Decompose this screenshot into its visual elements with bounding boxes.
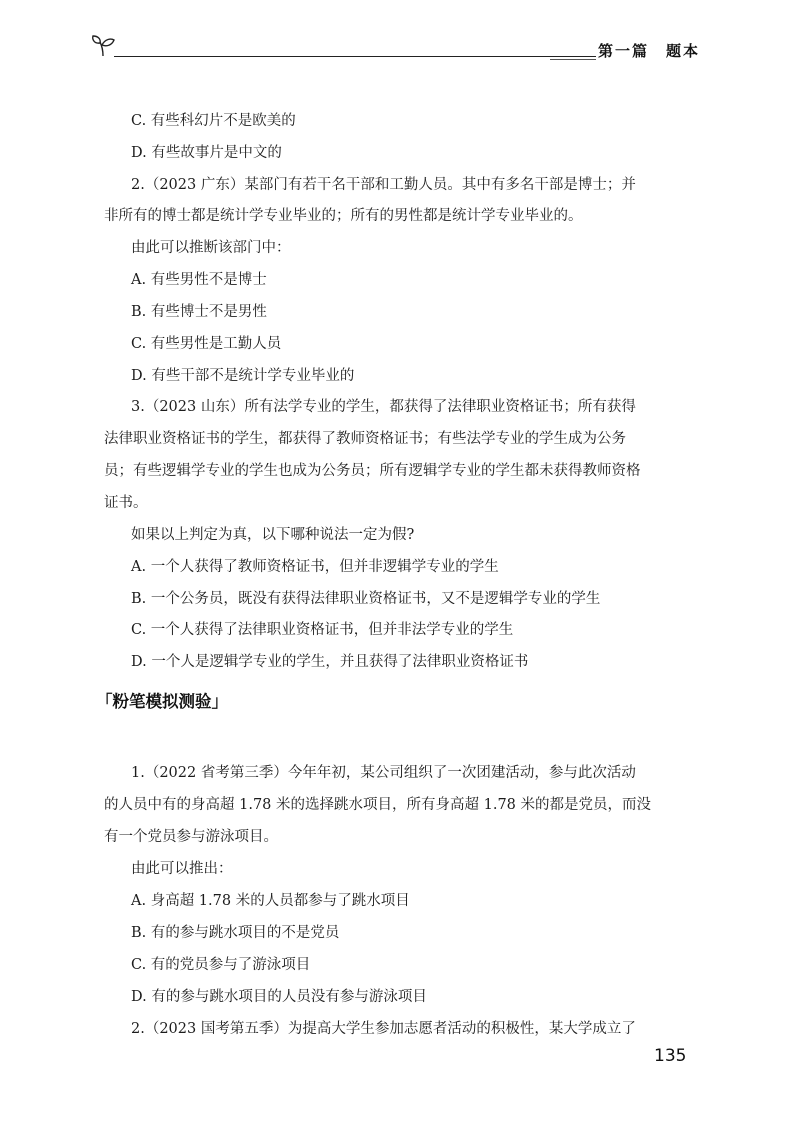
text-line: 3.（2023 山东）所有法学专业的学生，都获得了法律职业资格证书；所有获得 [131, 399, 636, 415]
text-line: 1.（2022 省考第三季）今年年初，某公司组织了一次团建活动，参与此次活动 [131, 765, 636, 781]
text-line: A. 有些男性不是博士 [131, 272, 267, 288]
text-line: A. 身高超 1.78 米的人员都参与了跳水项目 [131, 893, 410, 909]
text-line: 如果以上判定为真，以下哪种说法一定为假? [131, 527, 415, 543]
text-line: 员；有些逻辑学专业的学生也成为公务员；所有逻辑学专业的学生都未获得教师资格 [104, 463, 641, 479]
text-line: C. 有些科幻片不是欧美的 [131, 113, 296, 129]
text-line: 由此可以推出： [131, 861, 233, 877]
text-line: 法律职业资格证书的学生，都获得了教师资格证书；有些法学专业的学生成为公务 [104, 431, 626, 447]
text-line: B. 一个公务员，既没有获得法律职业资格证书，又不是逻辑学专业的学生 [131, 591, 601, 607]
text-line: 由此可以推断该部门中： [131, 240, 291, 256]
text-line: A. 一个人获得了教师资格证书，但并非逻辑学专业的学生 [131, 559, 499, 575]
text-line: C. 有些男性是工勤人员 [131, 336, 282, 352]
text-line: D. 有些故事片是中文的 [131, 145, 282, 161]
text-line: D. 有些干部不是统计学专业毕业的 [131, 368, 355, 384]
text-line: B. 有些博士不是男性 [131, 304, 267, 320]
text-line: 证书。 [104, 495, 148, 511]
text-line: 非所有的博士都是统计学专业毕业的；所有的男性都是统计学专业毕业的。 [104, 208, 583, 224]
page-number: 135 [654, 1046, 687, 1066]
text-line: 的人员中有的身高超 1.78 米的选择跳水项目，所有身高超 1.78 米的都是党员，而没 [104, 797, 652, 813]
text-line: C. 一个人获得了法律职业资格证书，但并非法学专业的学生 [131, 622, 514, 638]
text-line: 有一个党员参与游泳项目。 [104, 829, 278, 845]
section-title: 第一篇 题本 [597, 42, 700, 60]
section-heading: 「粉笔模拟测验」 [96, 692, 228, 711]
running-header [90, 28, 700, 68]
sprout-icon [90, 34, 116, 58]
header-rule-secondary [550, 59, 596, 60]
text-line: C. 有的党员参与了游泳项目 [131, 957, 311, 973]
text-line: B. 有的参与跳水项目的不是党员 [131, 925, 340, 941]
text-line: D. 一个人是逻辑学专业的学生，并且获得了法律职业资格证书 [131, 654, 529, 670]
text-line: 2.（2023 国考第五季）为提高大学生参加志愿者活动的积极性，某大学成立了 [131, 1021, 636, 1037]
text-line: 2.（2023 广东）某部门有若干名干部和工勤人员。其中有多名干部是博士；并 [131, 177, 636, 193]
text-line: D. 有的参与跳水项目的人员没有参与游泳项目 [131, 989, 427, 1005]
header-rule [114, 56, 596, 57]
